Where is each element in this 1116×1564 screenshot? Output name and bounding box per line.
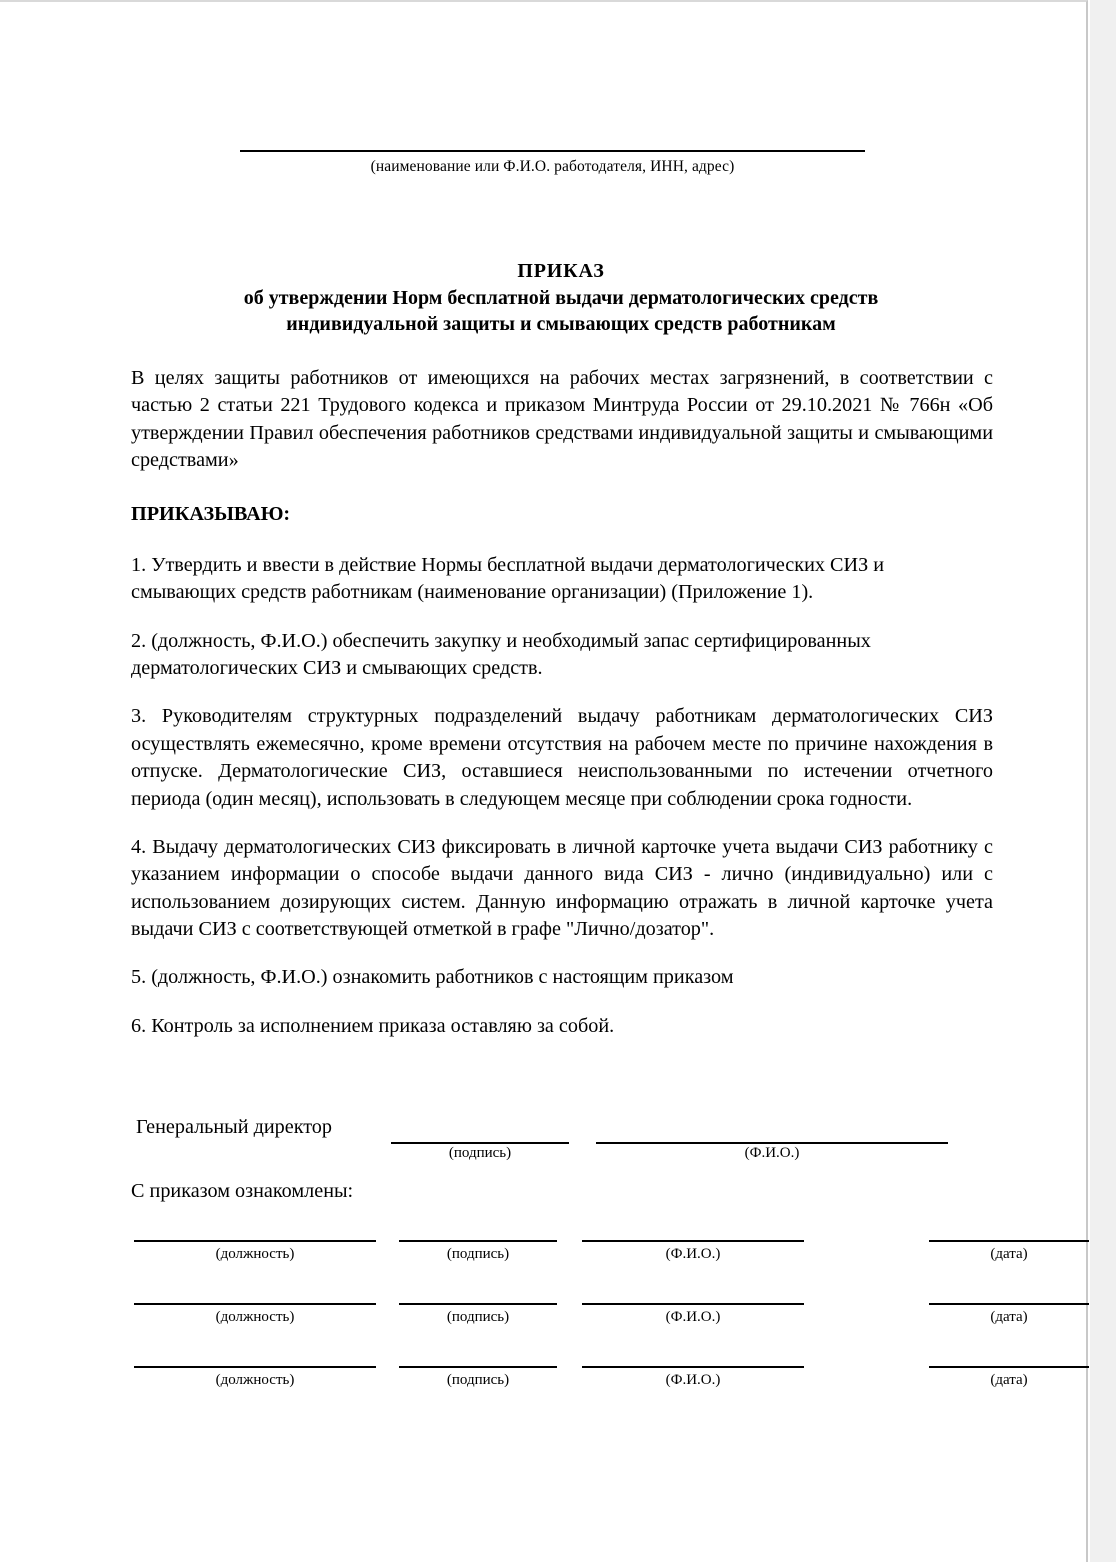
table-row — [131, 1356, 1028, 1419]
acknowledgement-position-cell — [134, 1240, 376, 1263]
document-content — [0, 2, 1088, 1564]
director-fio-line — [596, 1142, 948, 1144]
acknowledgement-table — [131, 1230, 1028, 1419]
order-item-1: 1. Утвердить и ввести в действие Нормы бесплатной выдачи дерматологических СИЗ и смывающих средств работникам (наименование организации) (Приложение 1). — [131, 553, 885, 604]
acknowledgement-position-cell — [134, 1366, 376, 1389]
order-item-3: 3. Руководителям структурных подразделений выдачу работникам дерматологических СИЗ осуществлять ежемесячно, кроме времени отсутствия на рабочем месте по причине нахождения в отпуске. Дерматологические СИЗ, оставшиеся неиспользованными по истечении отчетного периода (один месяц), использовать в следующем месяце при соблюдении срока годности. — [131, 705, 993, 810]
employer-header-caption: (наименование или Ф.И.О. работодателя, ИНН, адрес) — [370, 158, 735, 175]
acknowledgement-fio-caption: (Ф.И.О.) — [665, 1309, 721, 1325]
order-heading: ПРИКАЗЫВАЮ: — [131, 502, 291, 525]
signature-rule — [929, 1303, 1089, 1305]
preamble-paragraph: В целях защиты работников от имеющихся на рабочих местах загрязнений, в соответствии с частью 2 статьи 221 Трудового кодекса и приказом Минтруда России от 29.10.2021 № 766н «Об утверждении Правил обеспечения работников средствами индивидуальной защиты и смывающими средствами» — [131, 367, 993, 472]
order-item-2: 2. (должность, Ф.И.О.) обеспечить закупку и необходимый запас сертифицированных дерматологических СИЗ и смывающих средств. — [131, 629, 871, 679]
table-row — [131, 1293, 1028, 1356]
acknowledgement-date-cell — [929, 1366, 1089, 1389]
signature-rule — [134, 1303, 376, 1305]
order-item-4: 4. Выдачу дерматологических СИЗ фиксировать в личной карточке учета выдачи СИЗ работнику с указанием информации о способе выдачи данного вида СИЗ - лично (индивидуально) или с использованием дозирующих систем. Данную информацию отражать в личной карточке учета выдачи СИЗ с соответствующей отметкой в графе "Лично/дозатор". — [131, 835, 993, 940]
acknowledgement-fio-cell — [582, 1303, 804, 1326]
acknowledgement-position-caption: (должность) — [215, 1309, 295, 1325]
director-fio-caption: (Ф.И.О.) — [744, 1145, 800, 1161]
page-gutter — [1090, 0, 1116, 1562]
director-signature-caption: (подпись) — [448, 1145, 512, 1161]
acknowledgement-fio-cell — [582, 1366, 804, 1389]
signature-rule — [134, 1366, 376, 1368]
title-line-3: индивидуальной защиты и смывающих средств работникам — [286, 313, 836, 336]
acknowledgement-date-caption: (дата) — [990, 1372, 1028, 1388]
employer-header-rule — [240, 150, 865, 152]
signature-rule — [399, 1366, 557, 1368]
page-title — [131, 258, 991, 338]
acknowledgement-date-caption: (дата) — [990, 1309, 1028, 1325]
signature-rule — [929, 1240, 1089, 1242]
acknowledgement-fio-caption: (Ф.И.О.) — [665, 1246, 721, 1262]
acknowledgement-date-caption: (дата) — [990, 1246, 1028, 1262]
order-item-5: 5. (должность, Ф.И.О.) ознакомить работников с настоящим приказом — [131, 966, 734, 989]
signature-rule — [929, 1366, 1089, 1368]
title-line-2: об утверждении Норм бесплатной выдачи дерматологических средств — [243, 286, 879, 309]
acknowledgement-signature-cell — [399, 1366, 557, 1389]
acknowledgement-signature-cell — [399, 1303, 557, 1326]
acknowledgement-date-cell — [929, 1303, 1089, 1326]
table-row — [131, 1230, 1028, 1293]
acknowledgement-position-cell — [134, 1303, 376, 1326]
acknowledgement-fio-caption: (Ф.И.О.) — [665, 1372, 721, 1388]
acknowledgement-position-caption: (должность) — [215, 1246, 295, 1262]
signature-rule — [399, 1303, 557, 1305]
signature-rule — [134, 1240, 376, 1242]
acknowledgement-signature-caption: (подпись) — [446, 1246, 510, 1262]
acknowledgement-signature-cell — [399, 1240, 557, 1263]
signature-rule — [582, 1240, 804, 1242]
signature-rule — [582, 1366, 804, 1368]
director-title-label: Генеральный директор — [136, 1116, 332, 1138]
acknowledgement-signature-caption: (подпись) — [446, 1372, 510, 1388]
acknowledgement-label: С приказом ознакомлены: — [131, 1180, 354, 1202]
acknowledgement-signature-caption: (подпись) — [446, 1309, 510, 1325]
signature-rule — [582, 1303, 804, 1305]
acknowledgement-position-caption: (должность) — [215, 1372, 295, 1388]
employer-header-block — [240, 150, 865, 176]
acknowledgement-fio-cell — [582, 1240, 804, 1263]
signature-rule — [399, 1240, 557, 1242]
acknowledgement-date-cell — [929, 1240, 1089, 1263]
order-item-6: 6. Контроль за исполнением приказа оставляю за собой. — [131, 1014, 615, 1037]
director-signature-line — [391, 1142, 569, 1144]
director-signature-row — [131, 1116, 993, 1176]
document-body — [131, 365, 993, 1061]
title-line-prikaz: ПРИКАЗ — [517, 260, 605, 282]
